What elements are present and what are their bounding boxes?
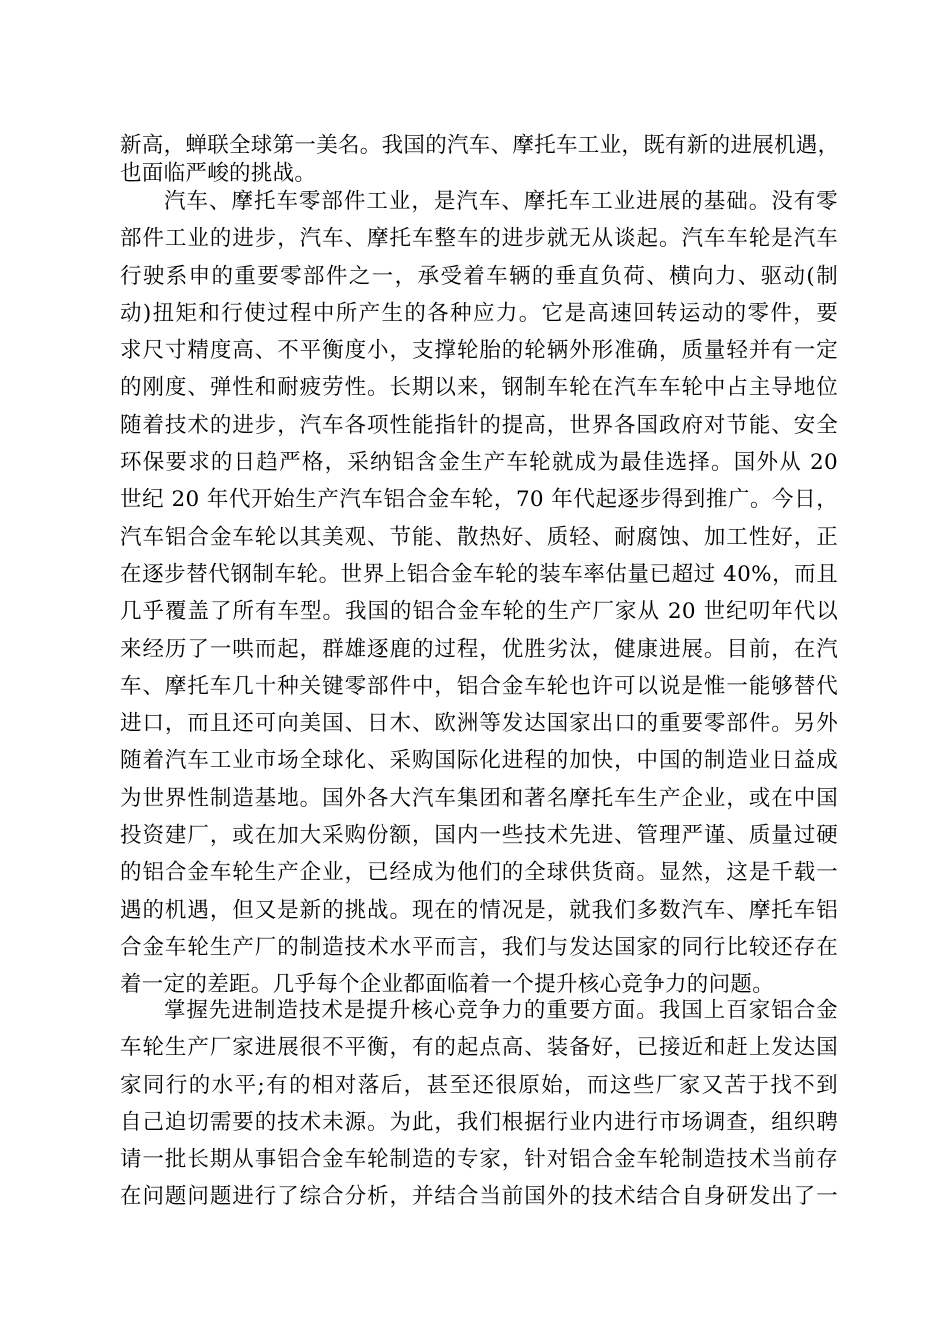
text-line: 掌握先进制造技术是提升核心竞争力的重要方面。我国上百家铝合金 <box>164 998 838 1023</box>
text-line: 合金车轮生产厂的制造技术水平而言，我们与发达国家的同行比较还存在 <box>120 934 838 960</box>
text-line: 车、摩托车几十种关键零部件中，铝合金车轮也许可以说是惟一能够替代 <box>120 673 838 699</box>
text-line: 车轮生产厂家进展很不平衡，有的起点高、装备好，已接近和赶上发达国 <box>120 1035 838 1061</box>
text-line: 投资建厂，或在加大采购份额，国内一些技术先进、管理严谨、质量过硬 <box>120 823 838 849</box>
text-line: 几乎覆盖了所有车型。我国的铝合金车轮的生产厂家从 20 世纪叨年代以 <box>120 599 838 625</box>
text-line: 为世界性制造基地。国外各大汽车集团和著名摩托车生产企业，或在中国 <box>120 785 838 811</box>
text-line: 的刚度、弹性和耐疲劳性。长期以来，钢制车轮在汽车车轮中占主导地位 <box>120 375 838 401</box>
text-line: 也面临严峻的挑战。 <box>120 161 317 186</box>
text-line: 在逐步替代钢制车轮。世界上铝合金车轮的装车率估量已超过 40%，而且 <box>120 561 838 587</box>
text-line: 着一定的差距。几乎每个企业都面临着一个提升核心竞争力的问题。 <box>120 972 775 998</box>
text-line: 新高，蝉联全球第一美名。我国的汽车、摩托车工业，既有新的进展机遇， <box>120 133 840 158</box>
text-line: 家同行的水平;有的相对落后，甚至还很原始，而这些厂家又苦于找不到 <box>120 1072 838 1098</box>
text-line: 随着汽车工业市场全球化、采购国际化进程的加快，中国的制造业日益成 <box>120 748 838 774</box>
text-line: 的铝合金车轮生产企业，已经成为他们的全球供货商。显然，这是千载一 <box>120 860 838 886</box>
text-line: 请一批长期从事铝合金车轮制造的专家，针对铝合金车轮制造技术当前存 <box>120 1147 838 1173</box>
paragraph-1 <box>120 132 838 188</box>
text-line: 在问题问题进行了综合分析，并结合当前国外的技术结合自身研发出了一 <box>120 1184 838 1210</box>
paragraph-3 <box>120 992 838 1216</box>
paragraph-2 <box>120 183 838 1004</box>
text-line: 动)扭矩和行使过程中所产生的各种应力。它是高速回转运动的零件，要 <box>120 300 838 326</box>
text-line: 求尺寸精度高、不平衡度小，支撑轮胎的轮辆外形准确，质量轻并有一定 <box>120 338 838 364</box>
text-line: 部件工业的进步，汽车、摩托车整车的进步就无从谈起。汽车车轮是汽车 <box>120 226 838 252</box>
text-line: 自己迫切需要的技术未源。为此，我们根据行业内进行市场调查，组织聘 <box>120 1109 838 1135</box>
text-line: 行驶系申的重要零部件之一，承受着车辆的垂直负荷、横向力、驱动(制 <box>120 263 838 289</box>
text-line: 环保要求的日趋严格，采纳铝含金生产车轮就成为最佳选择。国外从 20 <box>120 450 838 476</box>
text-line: 来经历了一哄而起，群雄逐鹿的过程，优胜劣汰，健康进展。目前，在汽 <box>120 636 838 662</box>
text-line: 汽车铝合金车轮以其美观、节能、散热好、质轻、耐腐蚀、加工性好，正 <box>120 524 838 550</box>
text-line: 遇的机遇，但又是新的挑战。现在的情况是，就我们多数汽车、摩托车铝 <box>120 897 838 923</box>
text-line: 进口，而且还可向美国、日木、欧洲等发达国家出口的重要零部件。另外 <box>120 711 838 737</box>
text-line: 随着技术的进步，汽车各项性能指针的提高，世界各国政府对节能、安全 <box>120 412 838 438</box>
text-line: 世纪 20 年代开始生产汽车铝合金车轮，70 年代起逐步得到推广。今日， <box>120 487 838 513</box>
text-line: 汽车、摩托车零部件工业，是汽车、摩托车工业进展的基础。没有零 <box>164 189 838 214</box>
